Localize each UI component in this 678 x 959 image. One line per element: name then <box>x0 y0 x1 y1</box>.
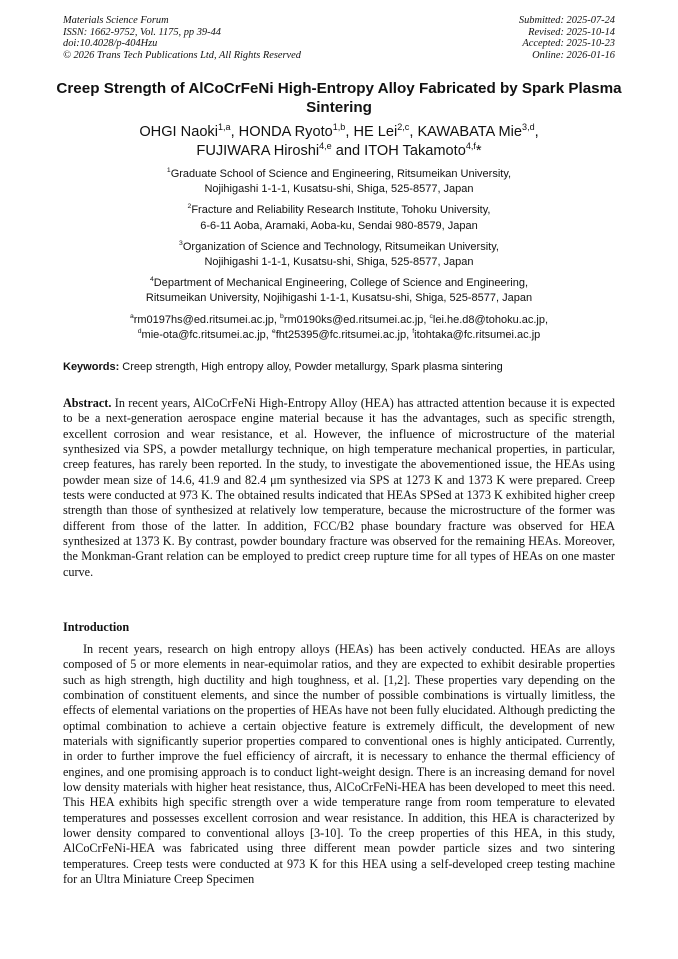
affiliation: $^3$Organization of Science and Technology, Ritsumeikan University, Nojihigashi 1-1-1, Kusatsu-shi, Shiga, 525-8577, Japan <box>179 239 499 269</box>
introduction-text: In recent years, research on high entropy alloys (HEAs) has been actively conducted. HEAs are alloys composed of 5 or more elements in near-equimolar ratios, and they are expected to exhibit desirable properties such as high strength, high ductility and high toughness, et al. [1,2]. These properties vary depending on the combination of constituent elements, and since the number of possible combinations is virtually limitless, the effects of elemental variations on the properties of HEAs have not been fully elucidated. Although predicting the optimal combination to achieve a certain objective feature is extremely difficult, the development of new materials with significantly superior properties compared to conventional ones is highly anticipated. Currently, in order to further improve the fuel efficiency of aircraft, it is necessary to enhance the thermal efficiency of engines, and one promising approach is to conduct light-weight design. There is an increasing demand for novel low density materials with higher heat resistance, thus, AlCoCrFeNi-HEA has been developed to meet this need. This HEA exhibits high specific strength over a wide temperature range from room temperature to elevated temperatures and possesses excellent corrosion and wear resistance. In addition, this HEA is characterized by lower density compared to conventional alloys [3-10]. To the creep properties of this HEA, in this study, AlCoCrFeNi-HEA was fabricated using three different mean powder particle sizes and two sintering temperatures. Creep tests were conducted at 973 K for this HEA using a self-developed creep testing machine for an Ultra Miniature Creep Specimen <box>63 642 615 887</box>
issn-line: ISSN: 1662-9752, Vol. 1175, pp 39-44 <box>63 26 221 38</box>
abstract <box>63 396 615 580</box>
accepted-date: Accepted: 2025-10-23 <box>522 38 615 50</box>
journal-info <box>63 15 301 61</box>
paper-title: Creep Strength of AlCoCrFeNi High-Entropy Alloy Fabricated by Spark Plasma Sintering <box>56 80 622 116</box>
author: KAWABATA Mie$^{3,d}$, <box>417 121 539 140</box>
online-date: Online: 2026-01-16 <box>532 49 615 61</box>
affiliation: $^1$Graduate School of Science and Engineering, Ritsumeikan University, Nojihigashi 1-1-1, Kusatsu-shi, Shiga, 525-8577, Japan <box>166 167 512 196</box>
copyright-line: © 2026 Trans Tech Publications Ltd, All Rights Reserved <box>63 49 301 61</box>
author: FUJIWARA Hiroshi$^{4,e}$ and <box>196 140 365 159</box>
revised-date: Revised: 2025-10-14 <box>528 26 615 38</box>
author-emails: $^a$rm0197hs@ed.ritsumei.ac.jp, $^b$rm0190ks@ed.ritsumei.ac.jp, $^c$lei.he.d8@tohoku.ac.jp, $^d$mie-ota@fc.ritsumei.ac.jp, $^e$fht25395@fc.ritsumei.ac.jp, $^f$itohtaka@fc.ritsumei.ac.jp <box>129 312 549 341</box>
journal-name: Materials Science Forum <box>63 15 169 26</box>
keywords-text: Creep strength, High entropy alloy, Powder metallurgy, Spark plasma sintering <box>119 361 503 373</box>
author-list <box>40 123 638 161</box>
email-link[interactable]: $^c$lei.he.d8@tohoku.ac.jp <box>429 312 545 326</box>
doi-line: doi:10.4028/p-404Hzu <box>63 38 158 50</box>
author: OHGI Naoki$^{1,a}$, <box>139 121 239 140</box>
email-link[interactable]: $^a$rm0197hs@ed.ritsumei.ac.jp <box>129 312 274 326</box>
author: HE Lei$^{2,c}$, <box>353 121 418 140</box>
affiliations <box>40 167 638 343</box>
keywords-label: Keywords: <box>63 361 120 373</box>
author: ITOH Takamoto$^{4,f}$* <box>364 140 482 159</box>
introduction-heading: Introduction <box>63 620 130 634</box>
affiliation: $^4$Department of Mechanical Engineering, College of Science and Engineering, Ritsumeikan University, Nojihigashi 1-1-1, Kusatsu-shi, Shiga, 525-8577, Japan <box>145 276 533 305</box>
publication-dates <box>519 15 615 61</box>
author: HONDA Ryoto$^{1,b}$, <box>238 121 354 140</box>
email-link[interactable]: $^f$itohtaka@fc.ritsumei.ac.jp <box>412 327 541 341</box>
submitted-date: Submitted: 2025-07-24 <box>518 15 615 26</box>
email-link[interactable]: $^b$rm0190ks@ed.ritsumei.ac.jp <box>280 312 424 326</box>
affiliation: $^2$Fracture and Reliability Research Institute, Tohoku University, 6-6-11 Aoba, Aramaki, Aoba-ku, Sendai 980-8579, Japan <box>187 203 491 232</box>
email-link[interactable]: $^e$fht25395@fc.ritsumei.ac.jp <box>271 327 407 341</box>
keywords <box>63 360 615 375</box>
abstract-label: Abstract. <box>63 396 112 410</box>
email-link[interactable]: $^d$mie-ota@fc.ritsumei.ac.jp <box>137 327 266 341</box>
abstract-text: In recent years, AlCoCrFeNi High-Entropy Alloy (HEA) has attracted attention because it is expected to be a next-generation aerospace engine material because it has the advantages, such as specific strength, excellent corrosion and wear resistance, et al. However, the influence of microstructure of the material synthesized via SPS, a powder metallurgy technique, on high temperature mechanical properties, in particular, creep features, has rarely been reported. In the study, to investigate the abovementioned issue, the HEAs using powder mean size of 14.6, 41.9 and 82.4 μm synthesized via SPS at 1273 K and 1373 K were prepared. Creep tests were conducted at 973 K. The obtained results indicated that HEAs SPSed at 1373 K exhibited higher creep strength than those of synthesized at relatively low temperature, because the microstructure of the former was different from those of the latter. In addition, FCC/B2 phase boundary fracture was observed for HEA synthesized at 1373 K. By contrast, powder boundary fracture was observed for the remaining HEAs. Moreover, the Monkman-Grant relation can be employed to predict creep rupture time for all types of HEAs on one master curve. <box>63 396 615 579</box>
